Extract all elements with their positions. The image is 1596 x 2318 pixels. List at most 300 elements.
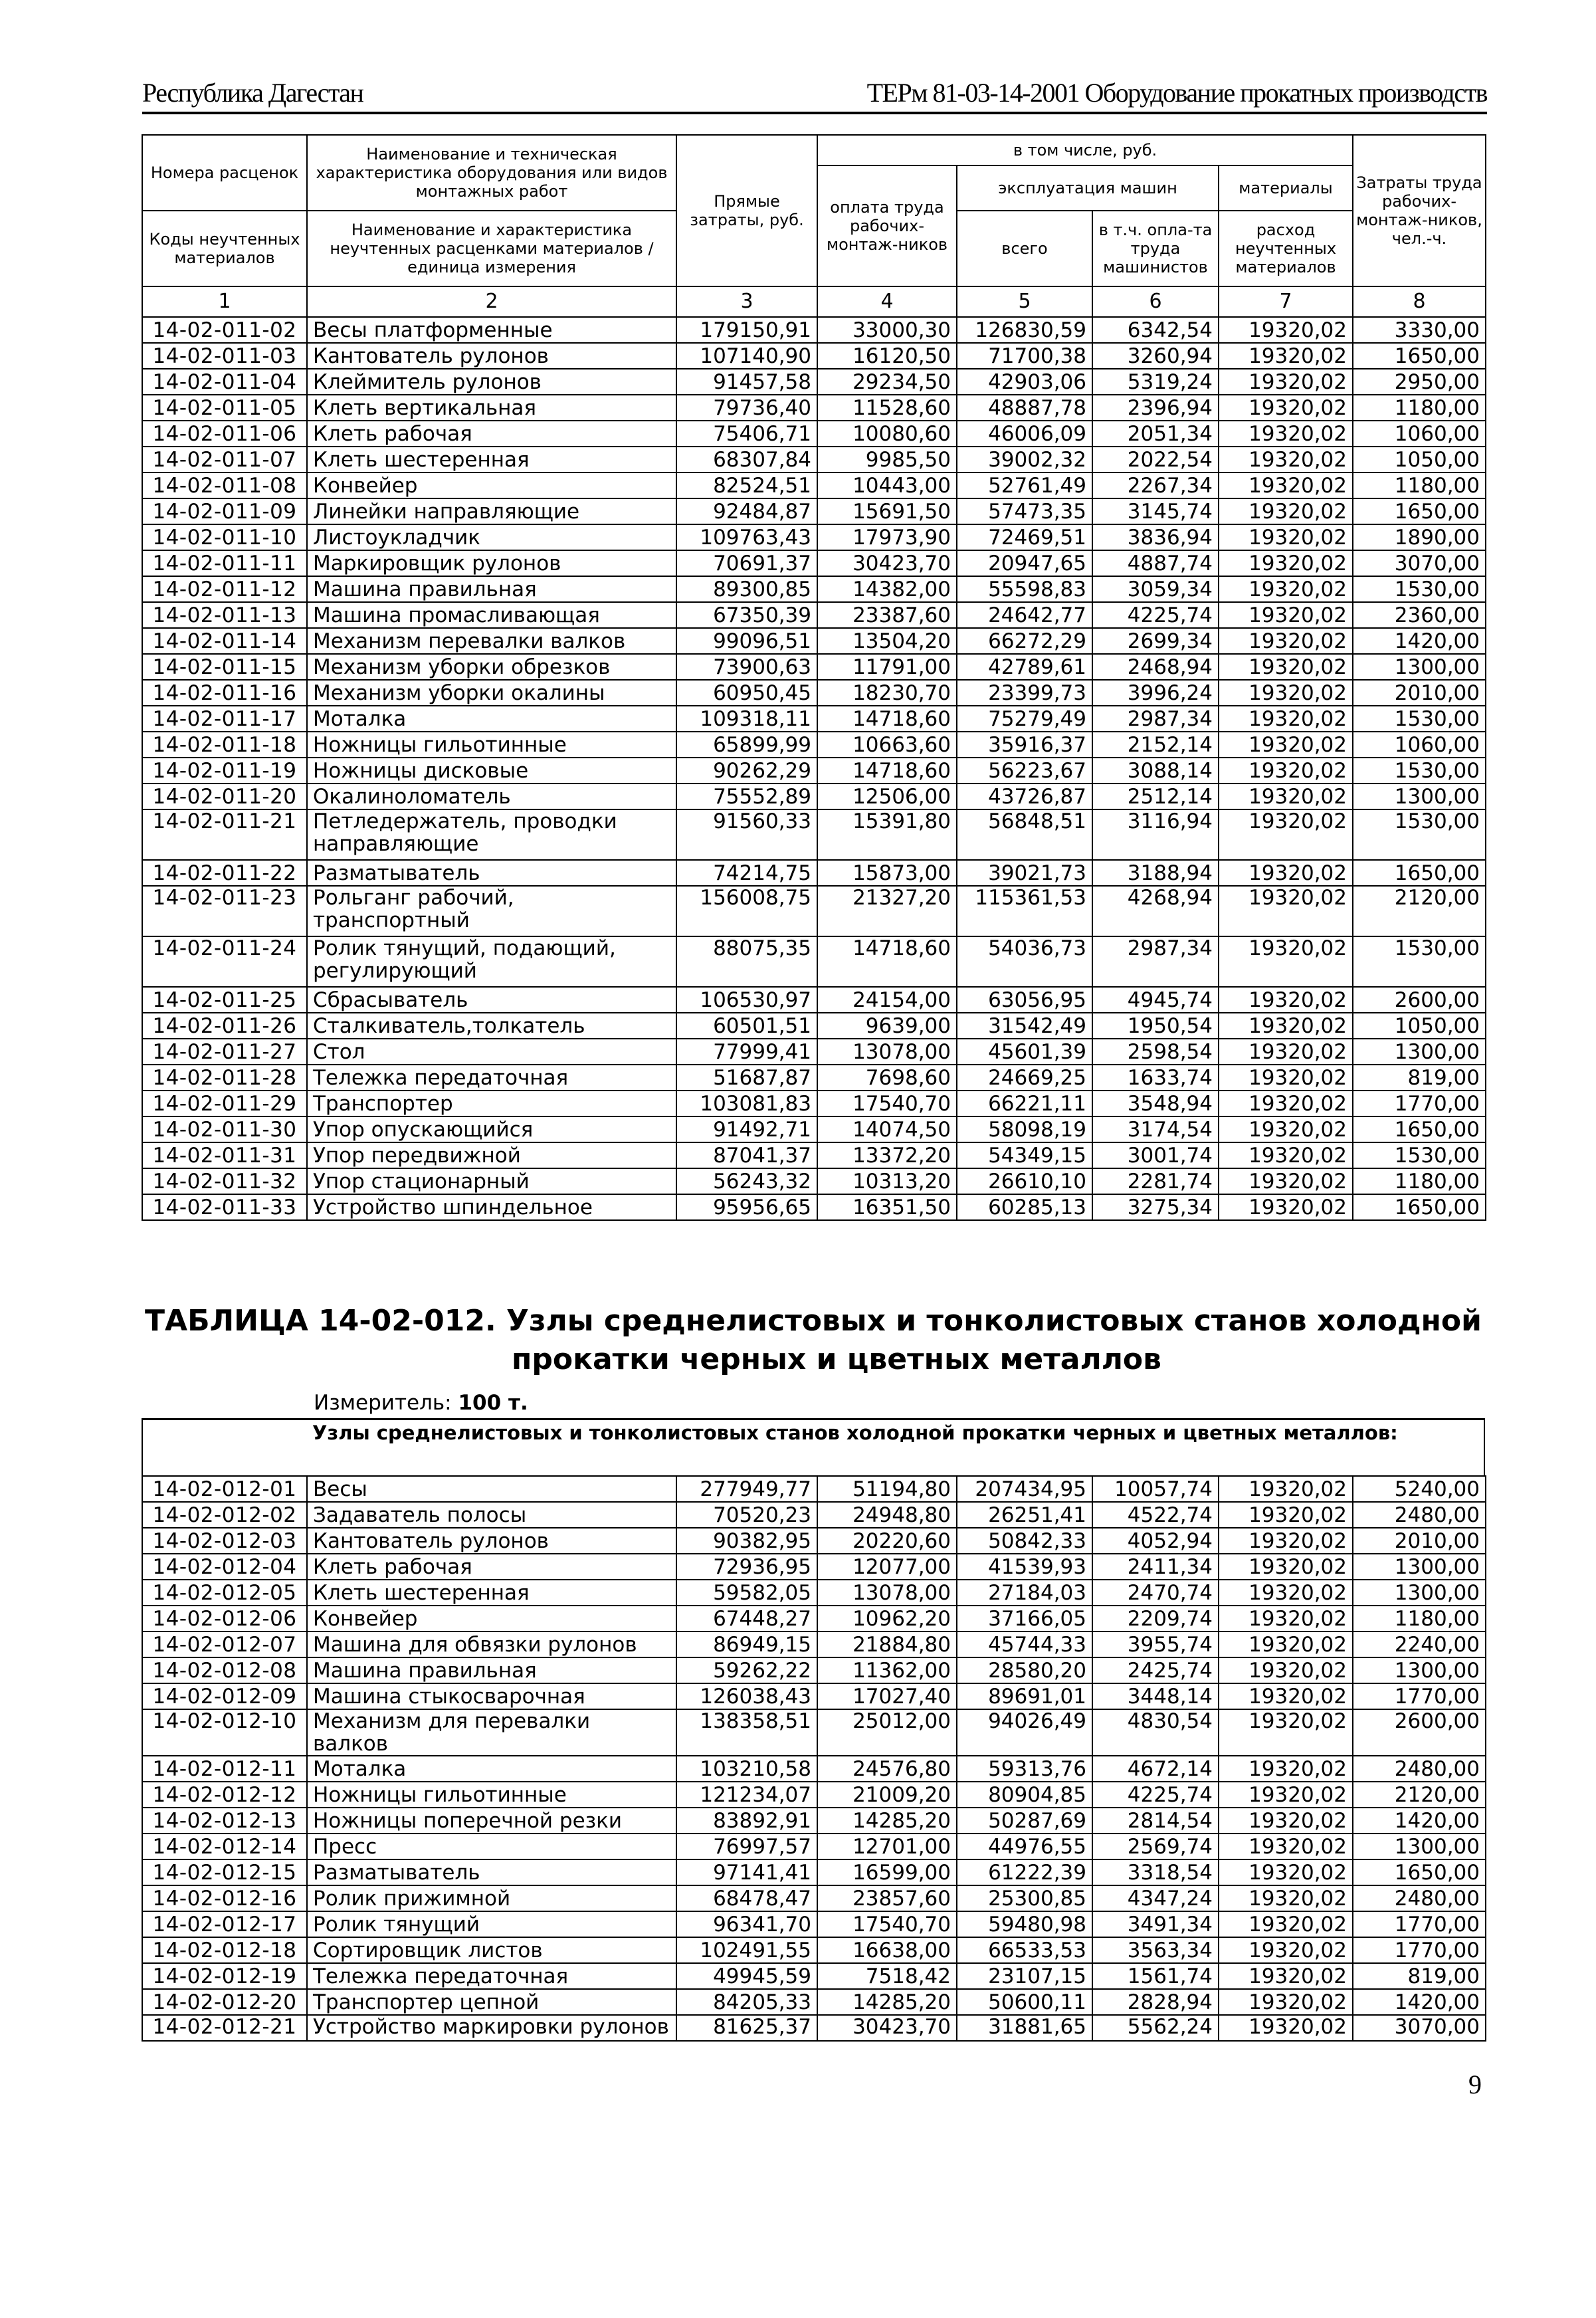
labor-hours: 2480,00 bbox=[1353, 1756, 1486, 1782]
operators-pay: 4887,74 bbox=[1092, 550, 1219, 576]
table-row bbox=[142, 602, 1486, 628]
table-row bbox=[142, 1580, 1486, 1606]
machines-total: 63056,95 bbox=[957, 987, 1092, 1013]
operators-pay: 3145,74 bbox=[1092, 498, 1219, 524]
labor-pay: 17973,90 bbox=[817, 524, 957, 550]
rate-code: 14-02-012-11 bbox=[142, 1756, 307, 1782]
item-name: Механизм уборки обрезков bbox=[307, 654, 676, 680]
operators-pay: 3491,34 bbox=[1092, 1911, 1219, 1937]
labor-pay: 16120,50 bbox=[817, 343, 957, 369]
labor-pay: 15391,80 bbox=[817, 809, 957, 860]
labor-pay: 25012,00 bbox=[817, 1709, 957, 1756]
table-row bbox=[142, 654, 1486, 680]
table-row bbox=[142, 1963, 1486, 1989]
direct-cost: 68307,84 bbox=[676, 447, 817, 473]
labor-hours: 2600,00 bbox=[1353, 987, 1486, 1013]
labor-hours: 1530,00 bbox=[1353, 758, 1486, 784]
materials-cost: 19320,02 bbox=[1219, 1528, 1353, 1554]
direct-cost: 91560,33 bbox=[676, 809, 817, 860]
table-row bbox=[142, 1091, 1486, 1116]
item-name: Клеть рабочая bbox=[307, 1554, 676, 1580]
table-row bbox=[142, 1116, 1486, 1142]
machines-total: 28580,20 bbox=[957, 1657, 1092, 1683]
direct-cost: 86949,15 bbox=[676, 1632, 817, 1657]
direct-cost: 102491,55 bbox=[676, 1937, 817, 1963]
direct-cost: 67350,39 bbox=[676, 602, 817, 628]
labor-hours: 1180,00 bbox=[1353, 395, 1486, 421]
rate-code: 14-02-012-19 bbox=[142, 1963, 307, 1989]
machines-total: 45744,33 bbox=[957, 1632, 1092, 1657]
direct-cost: 56243,32 bbox=[676, 1168, 817, 1194]
table-title-line-1: ТАБЛИЦА 14-02-012. Узлы среднелистовых и тонколистовых станов холодной bbox=[145, 1304, 1482, 1338]
item-name: Устройство шпиндельное bbox=[307, 1194, 676, 1220]
labor-hours: 1300,00 bbox=[1353, 1554, 1486, 1580]
machines-total: 27184,03 bbox=[957, 1580, 1092, 1606]
labor-hours: 1890,00 bbox=[1353, 524, 1486, 550]
rate-code: 14-02-011-21 bbox=[142, 809, 307, 860]
table-row bbox=[142, 524, 1486, 550]
rate-code: 14-02-011-09 bbox=[142, 498, 307, 524]
rate-code: 14-02-012-02 bbox=[142, 1502, 307, 1528]
rate-code: 14-02-011-12 bbox=[142, 576, 307, 602]
labor-pay: 17027,40 bbox=[817, 1683, 957, 1709]
operators-pay: 4225,74 bbox=[1092, 602, 1219, 628]
rate-code: 14-02-011-02 bbox=[142, 317, 307, 343]
labor-pay: 16638,00 bbox=[817, 1937, 957, 1963]
labor-pay: 23387,60 bbox=[817, 602, 957, 628]
labor-hours: 1530,00 bbox=[1353, 706, 1486, 732]
item-name: Ножницы поперечной резки bbox=[307, 1808, 676, 1834]
operators-pay: 2152,14 bbox=[1092, 732, 1219, 758]
labor-hours: 2480,00 bbox=[1353, 1885, 1486, 1911]
table-row bbox=[142, 1065, 1486, 1091]
table-row bbox=[142, 317, 1486, 343]
materials-cost: 19320,02 bbox=[1219, 1194, 1353, 1220]
labor-pay: 16599,00 bbox=[817, 1859, 957, 1885]
materials-cost: 19320,02 bbox=[1219, 1554, 1353, 1580]
materials-cost: 19320,02 bbox=[1219, 628, 1353, 654]
table-row bbox=[142, 732, 1486, 758]
materials-cost: 19320,02 bbox=[1219, 317, 1353, 343]
labor-hours: 1530,00 bbox=[1353, 809, 1486, 860]
materials-cost: 19320,02 bbox=[1219, 447, 1353, 473]
machines-total: 207434,95 bbox=[957, 1476, 1092, 1502]
operators-pay: 4225,74 bbox=[1092, 1782, 1219, 1808]
labor-pay: 10080,60 bbox=[817, 421, 957, 447]
rate-code: 14-02-011-20 bbox=[142, 784, 307, 809]
column-number: 2 bbox=[307, 286, 676, 317]
item-name: Листоукладчик bbox=[307, 524, 676, 550]
rate-code: 14-02-011-15 bbox=[142, 654, 307, 680]
table-row bbox=[142, 680, 1486, 706]
operators-pay: 3955,74 bbox=[1092, 1632, 1219, 1657]
rate-code: 14-02-012-10 bbox=[142, 1709, 307, 1756]
item-name: Сортировщик листов bbox=[307, 1937, 676, 1963]
operators-pay: 3548,94 bbox=[1092, 1091, 1219, 1116]
item-name: Ролик тянущий bbox=[307, 1911, 676, 1937]
rates-table-14-02-012 bbox=[142, 1475, 1486, 2042]
col-materials-use-header: расход неучтенных материалов bbox=[1219, 211, 1353, 286]
labor-hours: 1650,00 bbox=[1353, 498, 1486, 524]
materials-cost: 19320,02 bbox=[1219, 369, 1353, 395]
labor-hours: 1050,00 bbox=[1353, 447, 1486, 473]
item-name: Механизм перевалки валков bbox=[307, 628, 676, 654]
labor-pay: 17540,70 bbox=[817, 1911, 957, 1937]
rate-code: 14-02-012-08 bbox=[142, 1657, 307, 1683]
labor-pay: 13078,00 bbox=[817, 1039, 957, 1065]
table-row bbox=[142, 784, 1486, 809]
item-name: Задаватель полосы bbox=[307, 1502, 676, 1528]
direct-cost: 126038,43 bbox=[676, 1683, 817, 1709]
labor-hours: 2240,00 bbox=[1353, 1632, 1486, 1657]
materials-cost: 19320,02 bbox=[1219, 473, 1353, 498]
item-name: Маркировщик рулонов bbox=[307, 550, 676, 576]
table-row bbox=[142, 1194, 1486, 1220]
page-header bbox=[142, 74, 1487, 114]
labor-hours: 1420,00 bbox=[1353, 1808, 1486, 1834]
operators-pay: 2814,54 bbox=[1092, 1808, 1219, 1834]
column-number: 6 bbox=[1092, 286, 1219, 317]
item-name: Ножницы дисковые bbox=[307, 758, 676, 784]
machines-total: 31881,65 bbox=[957, 2015, 1092, 2041]
direct-cost: 90262,29 bbox=[676, 758, 817, 784]
table-row bbox=[142, 1808, 1486, 1834]
operators-pay: 4052,94 bbox=[1092, 1528, 1219, 1554]
item-name: Моталка bbox=[307, 1756, 676, 1782]
labor-pay: 12506,00 bbox=[817, 784, 957, 809]
column-number: 3 bbox=[676, 286, 817, 317]
item-name: Сбрасыватель bbox=[307, 987, 676, 1013]
materials-header: материалы bbox=[1219, 165, 1353, 211]
table-row bbox=[142, 1528, 1486, 1554]
direct-cost: 103081,83 bbox=[676, 1091, 817, 1116]
direct-cost: 83892,91 bbox=[676, 1808, 817, 1834]
labor-hours: 819,00 bbox=[1353, 1963, 1486, 1989]
labor-hours: 1650,00 bbox=[1353, 1194, 1486, 1220]
item-name: Транспортер цепной bbox=[307, 1989, 676, 2015]
machines-total: 72469,51 bbox=[957, 524, 1092, 550]
labor-hours: 2950,00 bbox=[1353, 369, 1486, 395]
rate-code: 14-02-012-03 bbox=[142, 1528, 307, 1554]
labor-pay: 14074,50 bbox=[817, 1116, 957, 1142]
item-name: Разматыватель bbox=[307, 860, 676, 886]
table-row bbox=[142, 1683, 1486, 1709]
labor-hours: 1300,00 bbox=[1353, 1039, 1486, 1065]
rate-code: 14-02-011-28 bbox=[142, 1065, 307, 1091]
labor-hours: 1060,00 bbox=[1353, 421, 1486, 447]
rate-code: 14-02-011-33 bbox=[142, 1194, 307, 1220]
labor-pay: 14718,60 bbox=[817, 936, 957, 987]
rate-code: 14-02-012-06 bbox=[142, 1606, 307, 1632]
materials-cost: 19320,02 bbox=[1219, 784, 1353, 809]
direct-cost: 91492,71 bbox=[676, 1116, 817, 1142]
materials-cost: 19320,02 bbox=[1219, 524, 1353, 550]
labor-hours: 1770,00 bbox=[1353, 1683, 1486, 1709]
page-number: 9 bbox=[1468, 2069, 1482, 2099]
labor-pay: 18230,70 bbox=[817, 680, 957, 706]
operators-pay: 4945,74 bbox=[1092, 987, 1219, 1013]
item-name: Петледержатель, проводки направляющие bbox=[307, 809, 676, 860]
operators-pay: 4347,24 bbox=[1092, 1885, 1219, 1911]
item-name: Машина стыкосварочная bbox=[307, 1683, 676, 1709]
unit-value: 100 т. bbox=[458, 1391, 528, 1415]
machines-total: 50287,69 bbox=[957, 1808, 1092, 1834]
operators-pay: 3174,54 bbox=[1092, 1116, 1219, 1142]
materials-cost: 19320,02 bbox=[1219, 1039, 1353, 1065]
direct-cost: 107140,90 bbox=[676, 343, 817, 369]
labor-hours: 2360,00 bbox=[1353, 602, 1486, 628]
labor-hours: 1180,00 bbox=[1353, 473, 1486, 498]
table-row bbox=[142, 550, 1486, 576]
materials-cost: 19320,02 bbox=[1219, 550, 1353, 576]
operators-pay: 3088,14 bbox=[1092, 758, 1219, 784]
materials-cost: 19320,02 bbox=[1219, 1885, 1353, 1911]
labor-pay: 13078,00 bbox=[817, 1580, 957, 1606]
materials-cost: 19320,02 bbox=[1219, 1116, 1353, 1142]
rate-code: 14-02-012-17 bbox=[142, 1911, 307, 1937]
machines-total: 126830,59 bbox=[957, 317, 1092, 343]
table-row bbox=[142, 1606, 1486, 1632]
direct-cost: 60501,51 bbox=[676, 1013, 817, 1039]
operators-pay: 5562,24 bbox=[1092, 2015, 1219, 2041]
item-name: Сталкиватель,толкатель bbox=[307, 1013, 676, 1039]
machines-total: 24669,25 bbox=[957, 1065, 1092, 1091]
rate-code: 14-02-011-07 bbox=[142, 447, 307, 473]
direct-cost: 97141,41 bbox=[676, 1859, 817, 1885]
materials-cost: 19320,02 bbox=[1219, 1091, 1353, 1116]
labor-hours: 3070,00 bbox=[1353, 550, 1486, 576]
rate-code: 14-02-011-11 bbox=[142, 550, 307, 576]
labor-pay: 51194,80 bbox=[817, 1476, 957, 1502]
header-document-code: ТЕРм 81-03-14-2001 Оборудование прокатных производств bbox=[866, 78, 1487, 108]
labor-hours: 3330,00 bbox=[1353, 317, 1486, 343]
labor-hours: 819,00 bbox=[1353, 1065, 1486, 1091]
labor-hours: 1530,00 bbox=[1353, 936, 1486, 987]
item-name: Машина правильная bbox=[307, 576, 676, 602]
item-name: Машина для обвязки рулонов bbox=[307, 1632, 676, 1657]
direct-cost: 59582,05 bbox=[676, 1580, 817, 1606]
labor-hours: 1650,00 bbox=[1353, 1859, 1486, 1885]
labor-pay: 29234,50 bbox=[817, 369, 957, 395]
operators-pay: 3116,94 bbox=[1092, 809, 1219, 860]
rate-code: 14-02-011-29 bbox=[142, 1091, 307, 1116]
labor-pay: 7698,60 bbox=[817, 1065, 957, 1091]
table-row bbox=[142, 576, 1486, 602]
rate-code: 14-02-011-16 bbox=[142, 680, 307, 706]
rate-code: 14-02-012-12 bbox=[142, 1782, 307, 1808]
operators-pay: 2209,74 bbox=[1092, 1606, 1219, 1632]
materials-cost: 19320,02 bbox=[1219, 1476, 1353, 1502]
materials-cost: 19320,02 bbox=[1219, 421, 1353, 447]
column-number: 5 bbox=[957, 286, 1092, 317]
operators-pay: 2699,34 bbox=[1092, 628, 1219, 654]
labor-hours: 2480,00 bbox=[1353, 1502, 1486, 1528]
operators-pay: 4522,74 bbox=[1092, 1502, 1219, 1528]
labor-pay: 13372,20 bbox=[817, 1142, 957, 1168]
machines-total: 26251,41 bbox=[957, 1502, 1092, 1528]
direct-cost: 109318,11 bbox=[676, 706, 817, 732]
operators-pay: 2512,14 bbox=[1092, 784, 1219, 809]
operators-pay: 2470,74 bbox=[1092, 1580, 1219, 1606]
direct-cost: 75406,71 bbox=[676, 421, 817, 447]
materials-cost: 19320,02 bbox=[1219, 576, 1353, 602]
table-row bbox=[142, 1937, 1486, 1963]
direct-cost: 89300,85 bbox=[676, 576, 817, 602]
labor-hours: 1420,00 bbox=[1353, 1989, 1486, 2015]
column-number: 8 bbox=[1353, 286, 1486, 317]
machines-total: 37166,05 bbox=[957, 1606, 1092, 1632]
table-row bbox=[142, 628, 1486, 654]
operators-pay: 2828,94 bbox=[1092, 1989, 1219, 2015]
labor-hours: 1300,00 bbox=[1353, 1580, 1486, 1606]
materials-cost: 19320,02 bbox=[1219, 1168, 1353, 1194]
item-name: Весы bbox=[307, 1476, 676, 1502]
item-name: Стол bbox=[307, 1039, 676, 1065]
operators-pay: 1633,74 bbox=[1092, 1065, 1219, 1091]
rate-code: 14-02-011-04 bbox=[142, 369, 307, 395]
operators-pay: 3260,94 bbox=[1092, 343, 1219, 369]
table-row bbox=[142, 395, 1486, 421]
item-name: Весы платформенные bbox=[307, 317, 676, 343]
labor-hours: 1530,00 bbox=[1353, 1142, 1486, 1168]
operators-pay: 10057,74 bbox=[1092, 1476, 1219, 1502]
labor-hours: 1180,00 bbox=[1353, 1168, 1486, 1194]
materials-cost: 19320,02 bbox=[1219, 936, 1353, 987]
materials-cost: 19320,02 bbox=[1219, 1782, 1353, 1808]
rate-code: 14-02-012-15 bbox=[142, 1859, 307, 1885]
rate-code: 14-02-011-03 bbox=[142, 343, 307, 369]
machines-total: 66533,53 bbox=[957, 1937, 1092, 1963]
operators-pay: 3059,34 bbox=[1092, 576, 1219, 602]
rate-code: 14-02-012-05 bbox=[142, 1580, 307, 1606]
materials-cost: 19320,02 bbox=[1219, 732, 1353, 758]
machines-total: 25300,85 bbox=[957, 1885, 1092, 1911]
col-labor-pay-header: оплата труда рабочих-монтаж-ников bbox=[817, 165, 957, 286]
operators-pay: 2281,74 bbox=[1092, 1168, 1219, 1194]
operators-pay: 3996,24 bbox=[1092, 680, 1219, 706]
labor-pay: 11791,00 bbox=[817, 654, 957, 680]
rate-code: 14-02-012-04 bbox=[142, 1554, 307, 1580]
table-row bbox=[142, 860, 1486, 886]
rate-code: 14-02-011-17 bbox=[142, 706, 307, 732]
labor-hours: 1650,00 bbox=[1353, 1116, 1486, 1142]
col-direct-cost-header: Прямые затраты, руб. bbox=[676, 135, 817, 286]
labor-pay: 24576,80 bbox=[817, 1756, 957, 1782]
operators-pay: 3001,74 bbox=[1092, 1142, 1219, 1168]
item-name: Упор стационарный bbox=[307, 1168, 676, 1194]
direct-cost: 77999,41 bbox=[676, 1039, 817, 1065]
table-row bbox=[142, 1657, 1486, 1683]
operators-pay: 1950,54 bbox=[1092, 1013, 1219, 1039]
materials-cost: 19320,02 bbox=[1219, 654, 1353, 680]
materials-cost: 19320,02 bbox=[1219, 1963, 1353, 1989]
rates-table-14-02-011 bbox=[142, 134, 1486, 1221]
rate-code: 14-02-011-14 bbox=[142, 628, 307, 654]
item-name: Упор опускающийся bbox=[307, 1116, 676, 1142]
machines-total: 57473,35 bbox=[957, 498, 1092, 524]
operators-pay: 2396,94 bbox=[1092, 395, 1219, 421]
table-row bbox=[142, 886, 1486, 936]
rate-code: 14-02-011-30 bbox=[142, 1116, 307, 1142]
labor-hours: 1050,00 bbox=[1353, 1013, 1486, 1039]
rate-code: 14-02-011-32 bbox=[142, 1168, 307, 1194]
materials-cost: 19320,02 bbox=[1219, 886, 1353, 936]
item-name: Кантователь рулонов bbox=[307, 343, 676, 369]
labor-pay: 11528,60 bbox=[817, 395, 957, 421]
unit-of-measure bbox=[314, 1391, 528, 1415]
labor-hours: 1300,00 bbox=[1353, 654, 1486, 680]
labor-hours: 2010,00 bbox=[1353, 1528, 1486, 1554]
direct-cost: 79736,40 bbox=[676, 395, 817, 421]
labor-pay: 21009,20 bbox=[817, 1782, 957, 1808]
rate-code: 14-02-011-05 bbox=[142, 395, 307, 421]
machines-total: 61222,39 bbox=[957, 1859, 1092, 1885]
table-row bbox=[142, 447, 1486, 473]
item-name: Механизм для перевалки валков bbox=[307, 1709, 676, 1756]
item-name: Конвейер bbox=[307, 473, 676, 498]
operators-pay: 4672,14 bbox=[1092, 1756, 1219, 1782]
rate-code: 14-02-011-08 bbox=[142, 473, 307, 498]
materials-cost: 19320,02 bbox=[1219, 706, 1353, 732]
machines-total: 54349,15 bbox=[957, 1142, 1092, 1168]
machines-total: 54036,73 bbox=[957, 936, 1092, 987]
item-name: Ролик прижимной bbox=[307, 1885, 676, 1911]
direct-cost: 121234,07 bbox=[676, 1782, 817, 1808]
operators-pay: 3836,94 bbox=[1092, 524, 1219, 550]
machines-total: 75279,49 bbox=[957, 706, 1092, 732]
materials-cost: 19320,02 bbox=[1219, 1937, 1353, 1963]
labor-pay: 11362,00 bbox=[817, 1657, 957, 1683]
labor-pay: 10962,20 bbox=[817, 1606, 957, 1632]
labor-pay: 21884,80 bbox=[817, 1632, 957, 1657]
labor-pay: 12701,00 bbox=[817, 1834, 957, 1859]
table-row bbox=[142, 1632, 1486, 1657]
direct-cost: 72936,95 bbox=[676, 1554, 817, 1580]
direct-cost: 70691,37 bbox=[676, 550, 817, 576]
labor-pay: 17540,70 bbox=[817, 1091, 957, 1116]
group-title: Узлы среднелистовых и тонколистовых станов холодной прокатки черных и цветных металлов: bbox=[312, 1422, 1398, 1444]
machines-total: 50842,33 bbox=[957, 1528, 1092, 1554]
direct-cost: 99096,51 bbox=[676, 628, 817, 654]
col-rate-numbers-header: Номера расценок bbox=[142, 135, 307, 211]
table-row bbox=[142, 809, 1486, 860]
table-row bbox=[142, 2015, 1486, 2041]
labor-hours: 2010,00 bbox=[1353, 680, 1486, 706]
materials-cost: 19320,02 bbox=[1219, 1142, 1353, 1168]
labor-pay: 10663,60 bbox=[817, 732, 957, 758]
column-number: 7 bbox=[1219, 286, 1353, 317]
direct-cost: 88075,35 bbox=[676, 936, 817, 987]
labor-hours: 2600,00 bbox=[1353, 1709, 1486, 1756]
table-row bbox=[142, 1709, 1486, 1756]
operators-pay: 5319,24 bbox=[1092, 369, 1219, 395]
direct-cost: 103210,58 bbox=[676, 1756, 817, 1782]
labor-pay: 9639,00 bbox=[817, 1013, 957, 1039]
item-name: Ножницы гильотинные bbox=[307, 1782, 676, 1808]
materials-cost: 19320,02 bbox=[1219, 1580, 1353, 1606]
materials-cost: 19320,02 bbox=[1219, 1834, 1353, 1859]
labor-pay: 16351,50 bbox=[817, 1194, 957, 1220]
machines-total: 46006,09 bbox=[957, 421, 1092, 447]
item-name: Клеть вертикальная bbox=[307, 395, 676, 421]
operators-pay: 6342,54 bbox=[1092, 317, 1219, 343]
rate-code: 14-02-011-10 bbox=[142, 524, 307, 550]
table-row bbox=[142, 1476, 1486, 1502]
labor-hours: 2120,00 bbox=[1353, 886, 1486, 936]
col-name-header: Наименование и техническая характеристика оборудования или видов монтажных работ bbox=[307, 135, 676, 211]
item-name: Линейки направляющие bbox=[307, 498, 676, 524]
operators-pay: 4268,94 bbox=[1092, 886, 1219, 936]
